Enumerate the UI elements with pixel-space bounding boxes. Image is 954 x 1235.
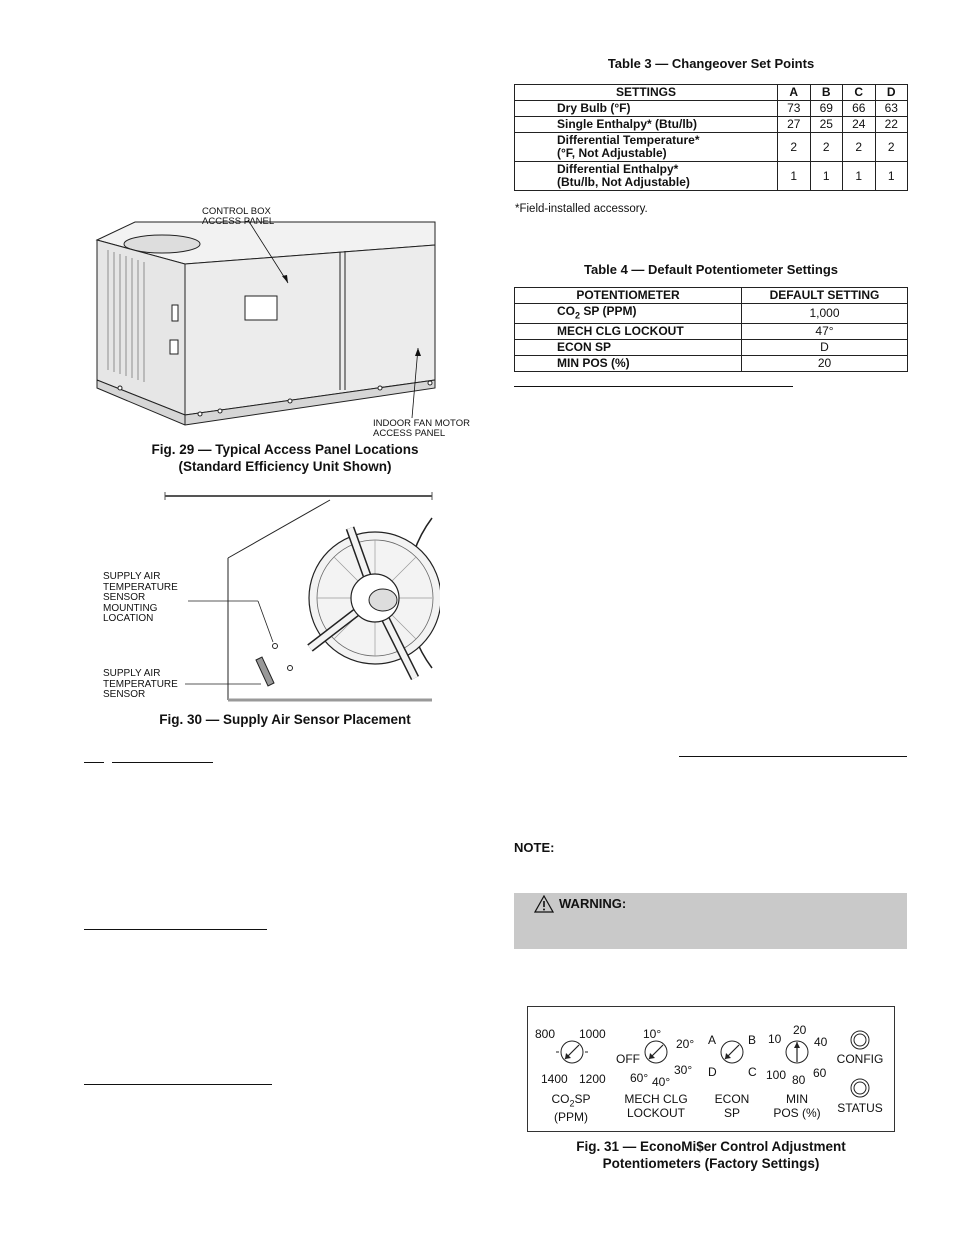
column-header: SETTINGS	[515, 85, 778, 101]
name-line: MIN	[786, 1092, 808, 1106]
caption-line: Fig. 29 — Typical Access Panel Locations	[151, 442, 419, 457]
table-cell: 24	[843, 117, 876, 133]
fig30-mounting-label	[103, 572, 178, 625]
table-row	[515, 101, 908, 117]
caption-line: Potentiometers (Factory Settings)	[602, 1156, 820, 1171]
table-header-row	[515, 85, 908, 101]
table-cell: 69	[810, 101, 843, 117]
note-label: NOTE:	[514, 840, 555, 855]
table3-caption: Table 3 — Changeover Set Points	[607, 56, 815, 71]
econ-sp-dial	[721, 1041, 743, 1063]
text-rule	[514, 386, 793, 387]
label-line: SUPPLY AIR	[103, 668, 161, 679]
mech-tick-label: 10°	[643, 1027, 662, 1041]
table-cell: 1	[810, 162, 843, 191]
fig29-caption	[80, 441, 490, 475]
table-cell: 66	[843, 101, 876, 117]
caption-line: (Standard Efficiency Unit Shown)	[178, 459, 392, 474]
name-line: POS (%)	[773, 1106, 821, 1120]
name-line	[538, 1092, 604, 1110]
name-line: ECON	[714, 1092, 750, 1106]
column-header: A	[778, 85, 811, 101]
mech-tick-label: OFF	[616, 1052, 640, 1066]
econ-sp-name	[708, 1092, 756, 1120]
table-cell: 47°	[742, 324, 908, 340]
table3-changeover-set-points	[514, 84, 908, 191]
co2-tick-label: 1200	[579, 1072, 606, 1086]
name-line: SP	[723, 1106, 740, 1120]
minpos-tick-label: 100	[766, 1068, 787, 1082]
name-subscript: 2	[569, 1098, 575, 1109]
column-header: C	[843, 85, 876, 101]
min-pos-dial	[786, 1041, 808, 1063]
table-header-row	[515, 288, 908, 304]
fig29-unit-illustration	[90, 200, 480, 430]
econ-tick-label: B	[748, 1033, 757, 1047]
table-row	[515, 133, 908, 162]
table-row	[515, 117, 908, 133]
warning-triangle-icon	[534, 895, 554, 913]
row-label	[515, 162, 778, 191]
co2-tick-label: 1400	[541, 1072, 568, 1086]
fig29-control-box-label	[202, 207, 274, 227]
fig30-caption: Fig. 30 — Supply Air Sensor Placement	[159, 712, 411, 727]
row-label-line: (°F, Not Adjustable)	[557, 146, 667, 160]
mech-clg-lockout-name	[620, 1092, 692, 1120]
label-line: SUPPLY AIR	[103, 571, 161, 582]
row-label: MECH CLG LOCKOUT	[515, 324, 742, 340]
co2-dial	[556, 1041, 588, 1063]
fig30-sensor-label	[103, 669, 178, 701]
row-label: Dry Bulb (°F)	[515, 101, 778, 117]
table-cell: 1	[843, 162, 876, 191]
minpos-tick-label: 10	[768, 1032, 782, 1046]
column-header: D	[875, 85, 908, 101]
text-rule	[84, 762, 104, 763]
table-row	[515, 340, 908, 356]
label-line: MOUNTING	[103, 602, 158, 614]
table-cell: 2	[778, 133, 811, 162]
minpos-tick-label: 20	[793, 1023, 807, 1037]
mech-tick-label: 40°	[652, 1075, 671, 1089]
table4-default-potentiometer-settings	[514, 287, 908, 372]
econ-tick-label: C	[748, 1065, 757, 1079]
text-rule	[679, 756, 907, 757]
table-row	[515, 304, 908, 324]
table-row	[515, 356, 908, 372]
label-line: CONTROL BOX	[202, 206, 271, 217]
column-header: DEFAULT SETTING	[742, 288, 908, 304]
table-cell: 1	[875, 162, 908, 191]
minpos-tick-label: 80	[792, 1073, 806, 1087]
table3-footnote: *Field-installed accessory.	[515, 203, 648, 215]
name-part: CO	[551, 1092, 570, 1106]
co2-tick-label: 800	[535, 1027, 556, 1041]
table-cell: 1	[778, 162, 811, 191]
table-cell: 2	[843, 133, 876, 162]
table-cell: 2	[875, 133, 908, 162]
warning-box	[514, 893, 907, 949]
table-cell: 1,000	[742, 304, 908, 324]
name-line: MECH CLG	[624, 1092, 688, 1106]
row-label: MIN POS (%)	[515, 356, 742, 372]
table-row	[515, 324, 908, 340]
label-line: LOCATION	[103, 613, 154, 624]
column-header: POTENTIOMETER	[515, 288, 742, 304]
fig30-sensor-illustration	[160, 488, 440, 708]
label-line: SENSOR	[103, 592, 146, 603]
table-cell: 22	[875, 117, 908, 133]
label-part: SP (PPM)	[580, 304, 637, 318]
config-label: CONFIG	[836, 1052, 884, 1066]
label-line: SENSOR	[103, 689, 146, 700]
econ-tick-label: D	[708, 1065, 717, 1079]
label-line: TEMPERATURE	[103, 581, 178, 593]
row-label	[515, 133, 778, 162]
table4-caption: Table 4 — Default Potentiometer Settings	[583, 262, 839, 277]
min-pos-name	[764, 1092, 830, 1120]
row-label: ECON SP	[515, 340, 742, 356]
label-subscript: 2	[575, 310, 581, 321]
table-row	[515, 162, 908, 191]
mech-tick-label: 60°	[630, 1071, 649, 1085]
mech-tick-label: 20°	[676, 1037, 695, 1051]
warning-label: WARNING:	[559, 896, 627, 911]
co2-tick-label: 1000	[579, 1027, 606, 1041]
name-line: (PPM)	[554, 1110, 588, 1125]
table-cell: 73	[778, 101, 811, 117]
table-cell: 25	[810, 117, 843, 133]
label-line: ACCESS PANEL	[373, 428, 446, 439]
text-rule	[84, 1084, 272, 1085]
mech-tick-label: 30°	[674, 1063, 693, 1077]
caption-line: Fig. 31 — EconoMi$er Control Adjustment	[576, 1139, 846, 1154]
econ-tick-label: A	[708, 1033, 717, 1047]
fig31-caption	[514, 1138, 908, 1172]
row-label-line: Differential Temperature*	[557, 133, 700, 147]
table-cell: 20	[742, 356, 908, 372]
name-part: SP	[574, 1092, 591, 1106]
fig29-indoor-fan-label	[373, 419, 470, 439]
column-header: B	[810, 85, 843, 101]
row-label-line: Differential Enthalpy*	[557, 162, 679, 176]
table-cell: 63	[875, 101, 908, 117]
fig31-control-panel	[527, 1006, 895, 1132]
label-line: INDOOR FAN MOTOR	[373, 418, 470, 429]
row-label: Single Enthalpy* (Btu/lb)	[515, 117, 778, 133]
co2-sp-name	[538, 1092, 604, 1124]
label-line: TEMPERATURE	[103, 678, 178, 690]
label-line: ACCESS PANEL	[202, 216, 275, 227]
table-cell: D	[742, 340, 908, 356]
mech-clg-dial	[645, 1041, 667, 1063]
label-part: CO	[557, 304, 575, 318]
table-cell: 2	[810, 133, 843, 162]
text-rule	[112, 762, 213, 763]
text-rule	[84, 929, 267, 930]
minpos-tick-label: 40	[814, 1035, 828, 1049]
row-label-line: (Btu/lb, Not Adjustable)	[557, 175, 690, 189]
table-cell: 27	[778, 117, 811, 133]
status-label: STATUS	[837, 1101, 883, 1115]
minpos-tick-label: 60	[813, 1066, 827, 1080]
name-line: LOCKOUT	[626, 1106, 685, 1120]
row-label	[515, 304, 742, 324]
